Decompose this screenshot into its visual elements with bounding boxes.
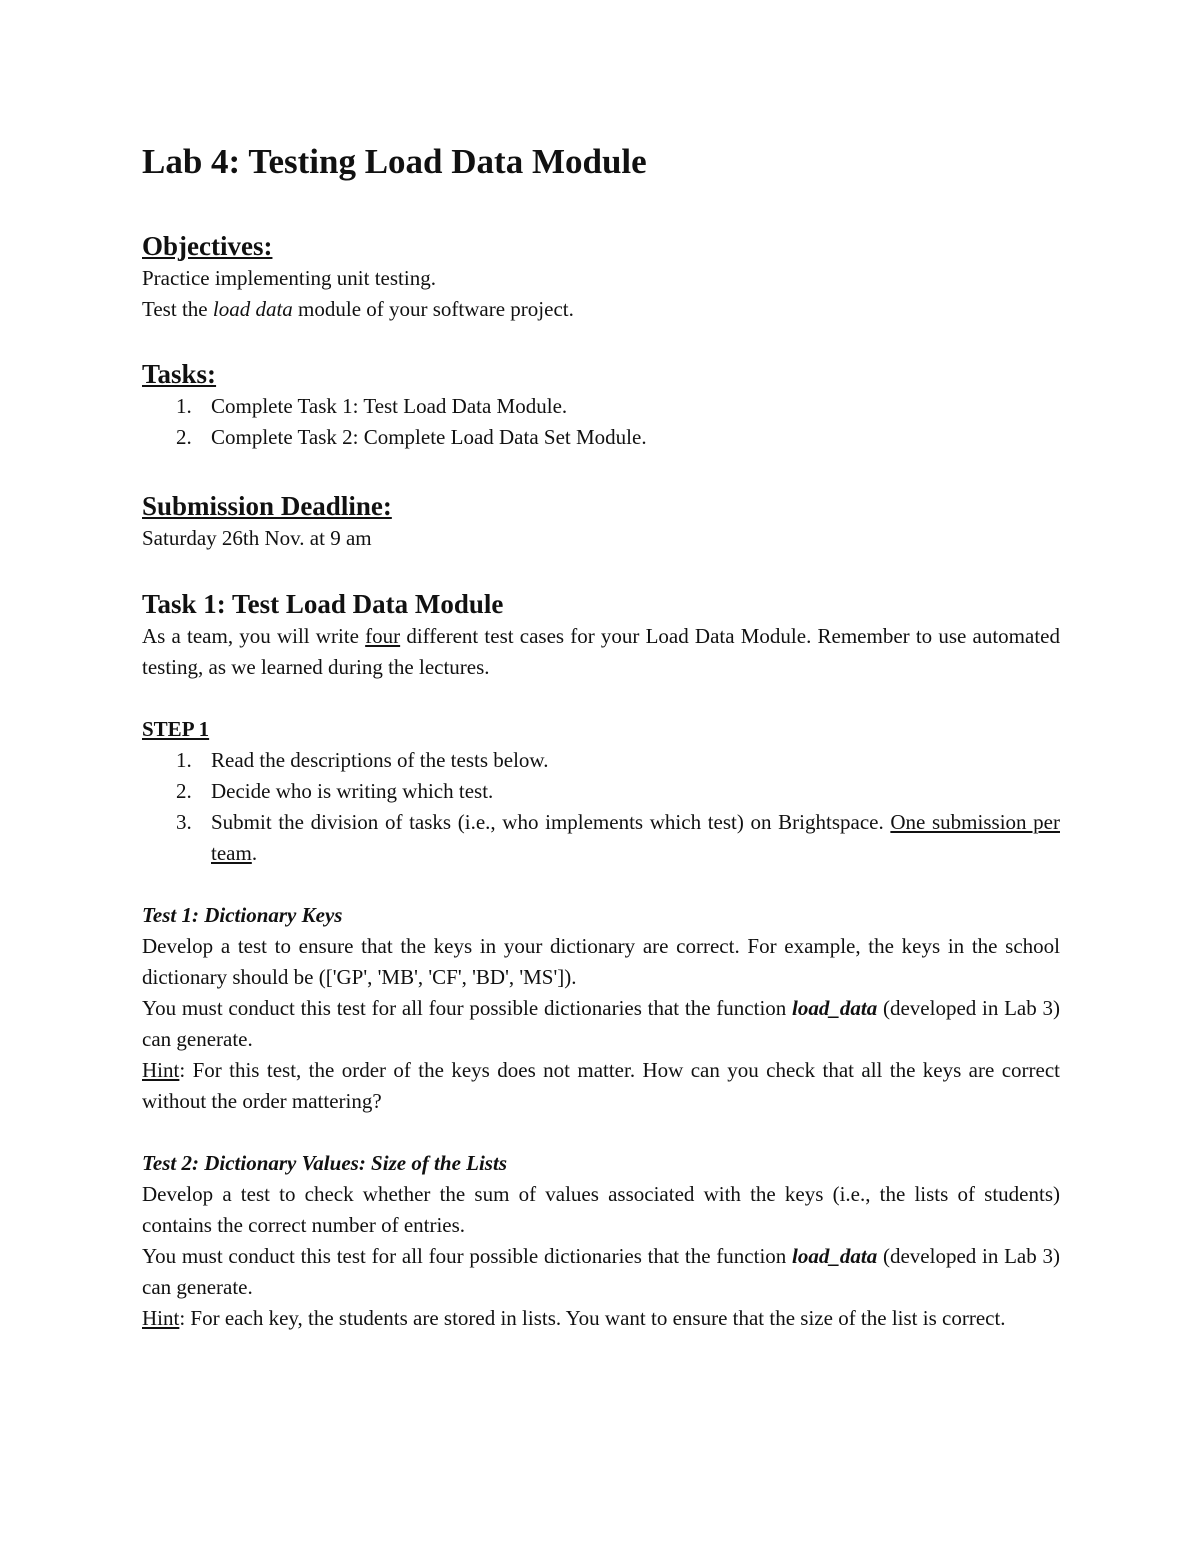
step1-list bbox=[142, 745, 1060, 869]
task1-intro: As a team, you will write four different test cases for your Load Data Module. Remember to use automated testing, as we learned during the lectures. bbox=[142, 624, 1060, 679]
test2-hint: Hint: For each key, the students are stored in lists. You want to ensure that the size of the list is correct. bbox=[142, 1306, 1006, 1330]
tasks-list bbox=[142, 391, 1060, 453]
test1-hint: Hint: For this test, the order of the keys does not matter. How can you check that all the keys are correct without the order mattering? bbox=[142, 1058, 1060, 1113]
page-title: Lab 4: Testing Load Data Module bbox=[142, 142, 647, 181]
test2-paragraph-1: Develop a test to check whether the sum of values associated with the keys (i.e., the lists of students) contains the correct number of entries. bbox=[142, 1182, 1060, 1237]
objectives-line-1: Practice implementing unit testing. bbox=[142, 266, 436, 290]
objectives-heading: Objectives: bbox=[142, 231, 273, 261]
test2-heading: Test 2: Dictionary Values: Size of the Lists bbox=[142, 1151, 507, 1175]
test2-paragraph-2: You must conduct this test for all four possible dictionaries that the function load_data (developed in Lab 3) can generate. bbox=[142, 1244, 1060, 1299]
list-item: 1. Complete Task 1: Test Load Data Module. bbox=[176, 394, 568, 418]
deadline-text: Saturday 26th Nov. at 9 am bbox=[142, 526, 372, 550]
list-item: 1. Read the descriptions of the tests below. bbox=[176, 748, 549, 772]
test1-heading: Test 1: Dictionary Keys bbox=[142, 903, 343, 927]
list-item: 3. Submit the division of tasks (i.e., who implements which test) on Brightspace. One submission per team. bbox=[176, 810, 1060, 865]
deadline-heading: Submission Deadline: bbox=[142, 491, 392, 521]
task1-heading: Task 1: Test Load Data Module bbox=[142, 589, 504, 619]
list-item: 2. Decide who is writing which test. bbox=[176, 779, 494, 803]
tasks-heading: Tasks: bbox=[142, 359, 217, 389]
objectives-line-2: Test the load data module of your software project. bbox=[142, 297, 574, 321]
document-page bbox=[142, 140, 1060, 1334]
list-item: 2. Complete Task 2: Complete Load Data Set Module. bbox=[176, 425, 647, 449]
test1-paragraph-2: You must conduct this test for all four possible dictionaries that the function load_data (developed in Lab 3) can generate. bbox=[142, 996, 1060, 1051]
test1-paragraph-1: Develop a test to ensure that the keys in your dictionary are correct. For example, the keys in the school dictionary should be (['GP', 'MB', 'CF', 'BD', 'MS']). bbox=[142, 934, 1060, 989]
step1-heading: STEP 1 bbox=[142, 717, 210, 741]
